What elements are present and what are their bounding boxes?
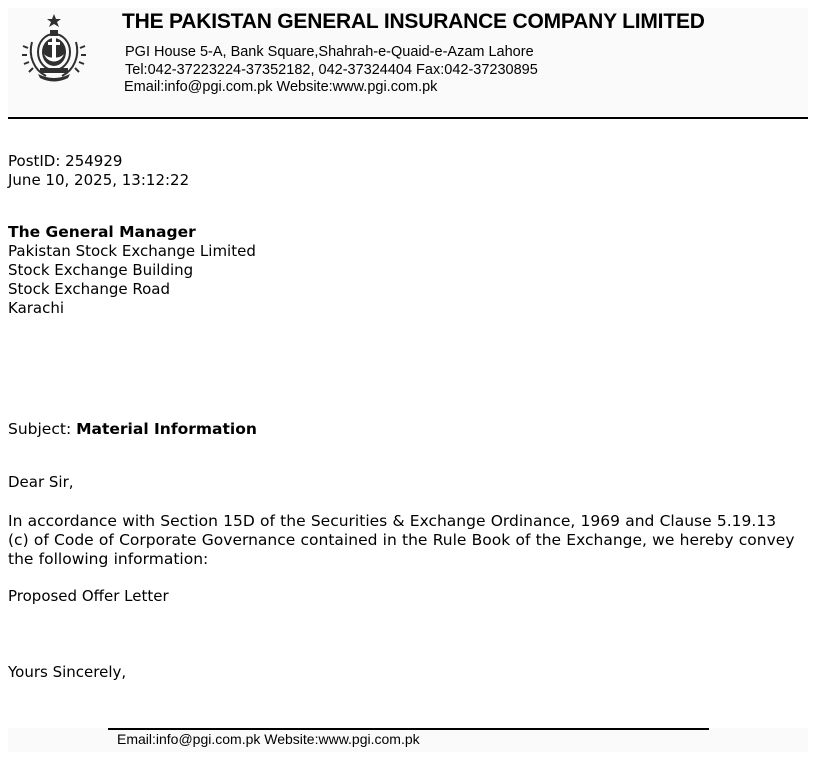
closing: Yours Sincerely, bbox=[8, 663, 127, 681]
recipient-line-1: Pakistan Stock Exchange Limited bbox=[8, 242, 256, 260]
company-emblem-icon bbox=[18, 8, 90, 86]
information-item: Proposed Offer Letter bbox=[8, 587, 169, 605]
recipient-line-2: Stock Exchange Building bbox=[8, 261, 194, 279]
company-address: PGI House 5-A, Bank Square,Shahrah-e-Quaid-e-Azam Lahore bbox=[125, 44, 534, 60]
recipient-title: The General Manager bbox=[8, 223, 196, 241]
footer-email-website: Email:info@pgi.com.pk Website:www.pgi.com.pk bbox=[117, 731, 420, 747]
subject-label: Subject: bbox=[8, 420, 77, 438]
letter-body: In accordance with Section 15D of the Securities & Exchange Ordinance, 1969 and Clause 5.19.13 (c) of Code of Corporate Governance contained in the Rule Book of the Exchange, we hereby convey the following information: bbox=[8, 512, 795, 568]
recipient-line-3: Stock Exchange Road bbox=[8, 280, 170, 298]
salutation: Dear Sir, bbox=[8, 473, 74, 491]
recipient-line-4: Karachi bbox=[8, 299, 65, 317]
header-divider bbox=[8, 117, 808, 119]
post-datetime: June 10, 2025, 13:12:22 bbox=[8, 171, 190, 189]
company-phone: Tel:042-37223224-37352182, 042-37324404 Fax:042-37230895 bbox=[125, 62, 538, 78]
post-id: PostID: 254929 bbox=[8, 152, 123, 170]
subject-line bbox=[8, 420, 257, 439]
company-email-website: Email:info@pgi.com.pk Website:www.pgi.com.pk bbox=[124, 79, 438, 95]
subject-value: Material Information bbox=[76, 420, 257, 438]
company-name: THE PAKISTAN GENERAL INSURANCE COMPANY LIMITED bbox=[122, 10, 705, 33]
footer-divider bbox=[108, 728, 709, 730]
